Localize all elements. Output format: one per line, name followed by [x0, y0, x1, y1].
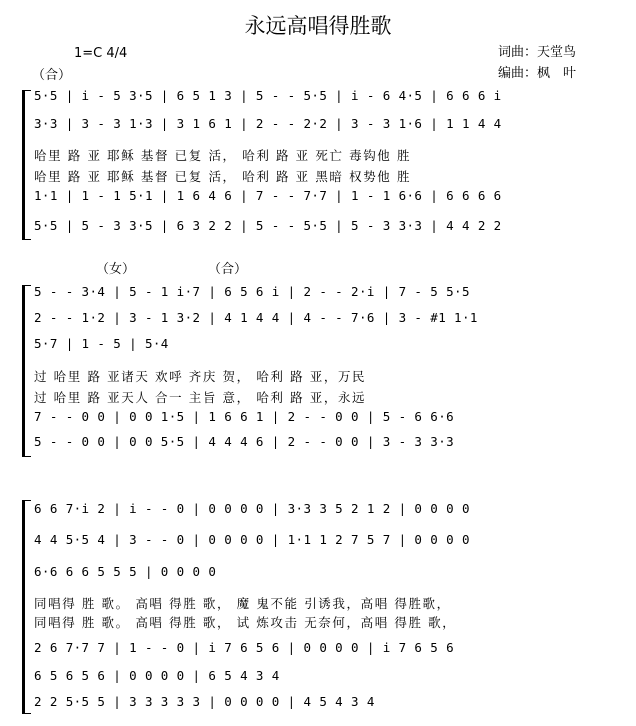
lyric-line: 哈里 路 亚 耶稣 基督 已复 活， 哈利 路 亚 死亡 毒钩他 胜 — [34, 148, 412, 163]
key-signature: 1=C 4/4 — [74, 46, 128, 61]
system-bracket — [22, 285, 31, 457]
part-marker: （女） — [96, 262, 136, 277]
notation-line: 2 6 7·7 7 | 1 - - 0 | i 7 6 5 6 | 0 0 0 0 | i 7 6 5 6 — [34, 640, 455, 655]
notation-line: 5 - - 3·4 | 5 - 1 i·7 | 6 5 6 i | 2 - - 2·i | 7 - 5 5·5 — [34, 284, 470, 299]
notation-line: 5·5 | i - 5 3·5 | 6 5 1 3 | 5 - - 5·5 | i - 6 4·5 | 6 6 6 i — [34, 88, 502, 103]
part-marker: （合） — [32, 68, 72, 83]
notation-line: 2 - - 1·2 | 3 - 1 3·2 | 4 1 4 4 | 4 - - 7·6 | 3 - #1 1·1 — [34, 310, 478, 325]
notation-line: 1·1 | 1 - 1 5·1 | 1 6 4 6 | 7 - - 7·7 | 1 - 1 6·6 | 6 6 6 6 — [34, 188, 502, 203]
lyric-line: 过 哈里 路 亚天人 合一 主旨 意， 哈利 路 亚，永远 — [34, 390, 367, 405]
system-bracket — [22, 500, 31, 714]
notation-line: 6 5 6 5 6 | 0 0 0 0 | 6 5 4 3 4 — [34, 668, 280, 683]
lyric-line: 过 哈里 路 亚诸天 欢呼 齐庆 贺， 哈利 路 亚，万民 — [34, 369, 367, 384]
notation-line: 5·5 | 5 - 3 3·5 | 6 3 2 2 | 5 - - 5·5 | 5 - 3 3·3 | 4 4 2 2 — [34, 218, 502, 233]
notation-line: 5 - - 0 0 | 0 0 5·5 | 4 4 4 6 | 2 - - 0 0 | 3 - 3 3·3 — [34, 434, 455, 449]
lyricist-credit: 词曲：天堂鸟 — [498, 45, 577, 60]
system-bracket — [22, 90, 31, 240]
lyric-line: 哈里 路 亚 耶稣 基督 已复 活， 哈利 路 亚 黑暗 权势他 胜 — [34, 169, 412, 184]
notation-line: 2 2 5·5 5 | 3 3 3 3 3 | 0 0 0 0 | 4 5 4 3 4 — [34, 694, 375, 709]
notation-line: 6·6 6 6 5 5 5 | 0 0 0 0 — [34, 564, 217, 579]
notation-line: 3·3 | 3 - 3 1·3 | 3 1 6 1 | 2 - - 2·2 | 3 - 3 1·6 | 1 1 4 4 — [34, 116, 502, 131]
notation-line: 4 4 5·5 4 | 3 - - 0 | 0 0 0 0 | 1·1 1 2 7 5 7 | 0 0 0 0 — [34, 532, 470, 547]
notation-line: 6 6 7·i 2 | i - - 0 | 0 0 0 0 | 3·3 3 5 2 1 2 | 0 0 0 0 — [34, 501, 470, 516]
part-marker: （合） — [208, 262, 248, 277]
notation-line: 5·7 | 1 - 5 | 5·4 — [34, 336, 169, 351]
page-title: 永远高唱得胜歌 — [244, 14, 392, 38]
lyric-line: 同唱得 胜 歌。 高唱 得胜 歌， 试 炼攻击 无奈何，高唱 得胜 歌， — [34, 615, 457, 630]
lyric-line: 同唱得 胜 歌。 高唱 得胜 歌， 魔 鬼不能 引诱我，高唱 得胜歌， — [34, 596, 451, 611]
notation-line: 7 - - 0 0 | 0 0 1·5 | 1 6 6 1 | 2 - - 0 0 | 5 - 6 6·6 — [34, 409, 455, 424]
arranger-credit: 编曲：枫 叶 — [498, 66, 577, 81]
